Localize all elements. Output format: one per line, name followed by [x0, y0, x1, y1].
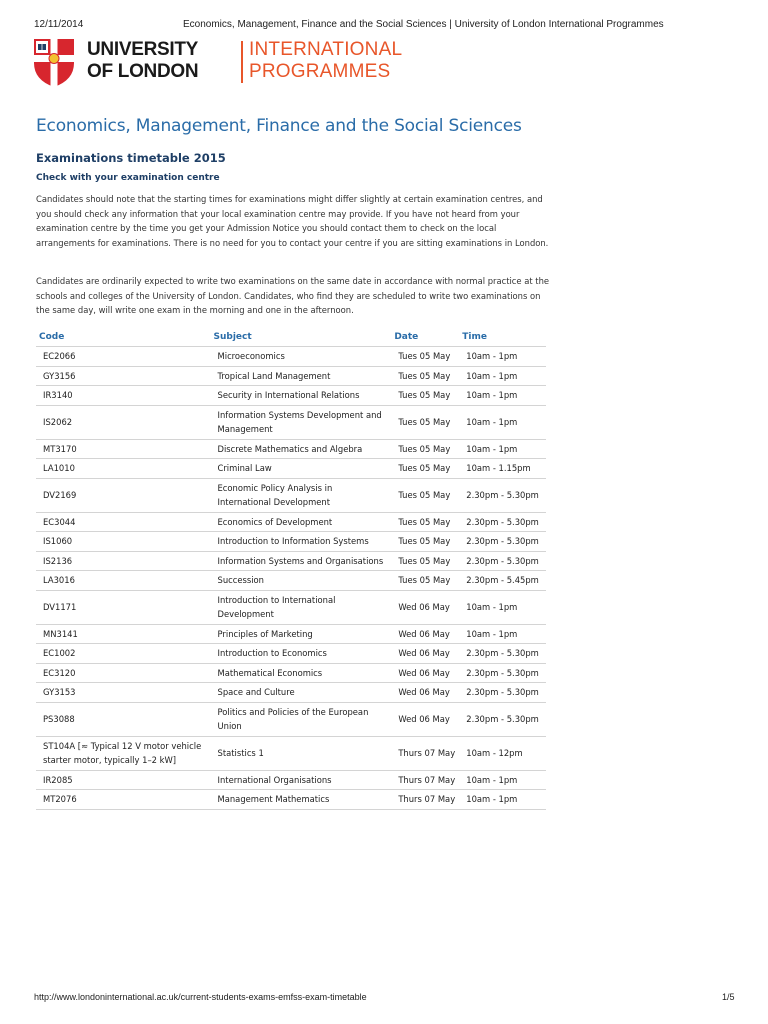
cell-code: EC3120	[36, 663, 211, 683]
cell-date: Thurs 07 May	[391, 736, 459, 770]
table-row	[36, 439, 546, 459]
cell-time: 10am - 1pm	[459, 439, 546, 459]
cell-code: IS2136	[36, 551, 211, 571]
cell-date: Wed 06 May	[391, 663, 459, 683]
cell-code: EC3044	[36, 512, 211, 532]
cell-date: Tues 05 May	[391, 551, 459, 571]
cell-code: GY3156	[36, 366, 211, 386]
university-logo[interactable]	[33, 38, 403, 88]
cell-date: Tues 05 May	[391, 478, 459, 512]
programmes-name	[249, 39, 402, 83]
cell-subject: Information Systems and Organisations	[211, 551, 392, 571]
cell-subject: Security in International Relations	[211, 386, 392, 406]
cell-time: 10am - 1pm	[459, 590, 546, 624]
cell-date: Thurs 07 May	[391, 790, 459, 810]
cell-date: Tues 05 May	[391, 405, 459, 439]
intro-paragraph-1: Candidates should note that the starting times for examinations might differ slightly at certain examination centres, and you should check any information that your local examination centre may provide. If you have not heard from your examination centre by the time you get your Admission Notice you should contact them to check on the local arrangements for examinations. There is no need for you to contact your centre if you are sitting examinations in London.	[36, 194, 549, 248]
table-row	[36, 366, 546, 386]
cell-time: 10am - 12pm	[459, 736, 546, 770]
cell-date: Tues 05 May	[391, 532, 459, 552]
cell-time: 10am - 1pm	[459, 386, 546, 406]
cell-subject: Space and Culture	[211, 683, 392, 703]
cell-code: ST104A [≈ Typical 12 V motor vehicle starter motor, typically 1–2 kW]	[36, 736, 211, 770]
table-row	[36, 512, 546, 532]
programmes-name-line1: INTERNATIONAL	[249, 39, 403, 60]
table-header-row	[36, 327, 546, 347]
check-centre-heading: Check with your examination centre	[36, 173, 220, 183]
table-row	[36, 644, 546, 664]
cell-time: 10am - 1pm	[459, 366, 546, 386]
column-header-subject: Subject	[213, 331, 252, 342]
cell-time: 2.30pm - 5.30pm	[459, 532, 546, 552]
cell-time: 10am - 1.15pm	[459, 459, 546, 479]
table-row	[36, 459, 546, 479]
cell-subject: Information Systems Development and Management	[211, 405, 392, 439]
cell-code: IS1060	[36, 532, 211, 552]
cell-subject: Management Mathematics	[211, 790, 392, 810]
cell-time: 2.30pm - 5.30pm	[459, 551, 546, 571]
cell-time: 2.30pm - 5.30pm	[459, 478, 546, 512]
column-header-time: Time	[462, 331, 487, 342]
cell-subject: Economics of Development	[211, 512, 392, 532]
cell-code: EC2066	[36, 347, 211, 367]
cell-subject: Mathematical Economics	[211, 663, 392, 683]
cell-date: Tues 05 May	[391, 386, 459, 406]
university-name	[87, 39, 198, 83]
logo-divider	[241, 41, 243, 83]
print-url: http://www.londoninternational.ac.uk/current-students-exams-emfss-exam-timetable	[34, 992, 367, 1002]
cell-subject: Introduction to International Development	[211, 590, 392, 624]
cell-time: 2.30pm - 5.30pm	[459, 702, 546, 736]
cell-code: IR3140	[36, 386, 211, 406]
cell-time: 2.30pm - 5.30pm	[459, 512, 546, 532]
cell-subject: Microeconomics	[211, 347, 392, 367]
cell-code: LA1010	[36, 459, 211, 479]
cell-subject: Statistics 1	[211, 736, 392, 770]
exam-timetable-heading: Examinations timetable 2015	[36, 151, 226, 165]
cell-time: 10am - 1pm	[459, 347, 546, 367]
table-row	[36, 590, 546, 624]
cell-subject: International Organisations	[211, 770, 392, 790]
print-date: 12/11/2014	[34, 19, 84, 30]
print-page-number: 1/5	[722, 992, 735, 1002]
cell-code: DV1171	[36, 590, 211, 624]
crest-icon	[33, 38, 75, 88]
cell-time: 2.30pm - 5.45pm	[459, 571, 546, 591]
table-row	[36, 736, 546, 770]
table-row	[36, 663, 546, 683]
university-name-line2: OF LONDON	[87, 61, 199, 82]
cell-date: Wed 06 May	[391, 683, 459, 703]
table-row	[36, 405, 546, 439]
cell-date: Wed 06 May	[391, 644, 459, 664]
table-row	[36, 790, 546, 810]
exam-timetable	[36, 327, 546, 810]
cell-time: 10am - 1pm	[459, 624, 546, 644]
programmes-name-line2: PROGRAMMES	[249, 61, 391, 82]
cell-subject: Tropical Land Management	[211, 366, 392, 386]
cell-code: DV2169	[36, 478, 211, 512]
table-row	[36, 683, 546, 703]
page-title: Economics, Management, Finance and the Social Sciences	[36, 116, 522, 136]
cell-date: Tues 05 May	[391, 366, 459, 386]
table-row	[36, 770, 546, 790]
cell-date: Tues 05 May	[391, 512, 459, 532]
cell-subject: Introduction to Information Systems	[211, 532, 392, 552]
cell-subject: Economic Policy Analysis in International Development	[211, 478, 392, 512]
cell-date: Wed 06 May	[391, 624, 459, 644]
cell-date: Thurs 07 May	[391, 770, 459, 790]
cell-time: 10am - 1pm	[459, 790, 546, 810]
cell-date: Wed 06 May	[391, 590, 459, 624]
print-page-title: Economics, Management, Finance and the Social Sciences | University of London International Programmes	[183, 19, 664, 30]
cell-code: MT3170	[36, 439, 211, 459]
cell-time: 2.30pm - 5.30pm	[459, 663, 546, 683]
cell-date: Tues 05 May	[391, 571, 459, 591]
cell-subject: Principles of Marketing	[211, 624, 392, 644]
intro-paragraph-2: Candidates are ordinarily expected to write two examinations on the same date in accordance with normal practice at the schools and colleges of the University of London. Candidates, who find they are scheduled to write two examinations on the same day, will write one exam in the morning and one in the afternoon.	[36, 276, 550, 316]
cell-code: MN3141	[36, 624, 211, 644]
table-row	[36, 702, 546, 736]
table-body	[36, 347, 546, 810]
cell-subject: Succession	[211, 571, 392, 591]
cell-code: PS3088	[36, 702, 211, 736]
column-header-date: Date	[394, 331, 419, 342]
cell-date: Tues 05 May	[391, 439, 459, 459]
cell-time: 10am - 1pm	[459, 770, 546, 790]
table-row	[36, 478, 546, 512]
cell-date: Wed 06 May	[391, 702, 459, 736]
cell-code: IR2085	[36, 770, 211, 790]
table-row	[36, 624, 546, 644]
table-row	[36, 532, 546, 552]
table-row	[36, 571, 546, 591]
cell-code: IS2062	[36, 405, 211, 439]
column-header-code: Code	[39, 331, 65, 342]
cell-date: Tues 05 May	[391, 347, 459, 367]
cell-time: 2.30pm - 5.30pm	[459, 683, 546, 703]
cell-date: Tues 05 May	[391, 459, 459, 479]
table-row	[36, 551, 546, 571]
cell-code: GY3153	[36, 683, 211, 703]
print-header	[0, 0, 768, 30]
cell-code: LA3016	[36, 571, 211, 591]
cell-time: 2.30pm - 5.30pm	[459, 644, 546, 664]
table-row	[36, 347, 546, 367]
cell-subject: Politics and Policies of the European Union	[211, 702, 392, 736]
cell-code: MT2076	[36, 790, 211, 810]
cell-subject: Discrete Mathematics and Algebra	[211, 439, 392, 459]
table-row	[36, 386, 546, 406]
cell-subject: Introduction to Economics	[211, 644, 392, 664]
cell-time: 10am - 1pm	[459, 405, 546, 439]
university-name-line1: UNIVERSITY	[87, 39, 199, 60]
cell-code: EC1002	[36, 644, 211, 664]
cell-subject: Criminal Law	[211, 459, 392, 479]
